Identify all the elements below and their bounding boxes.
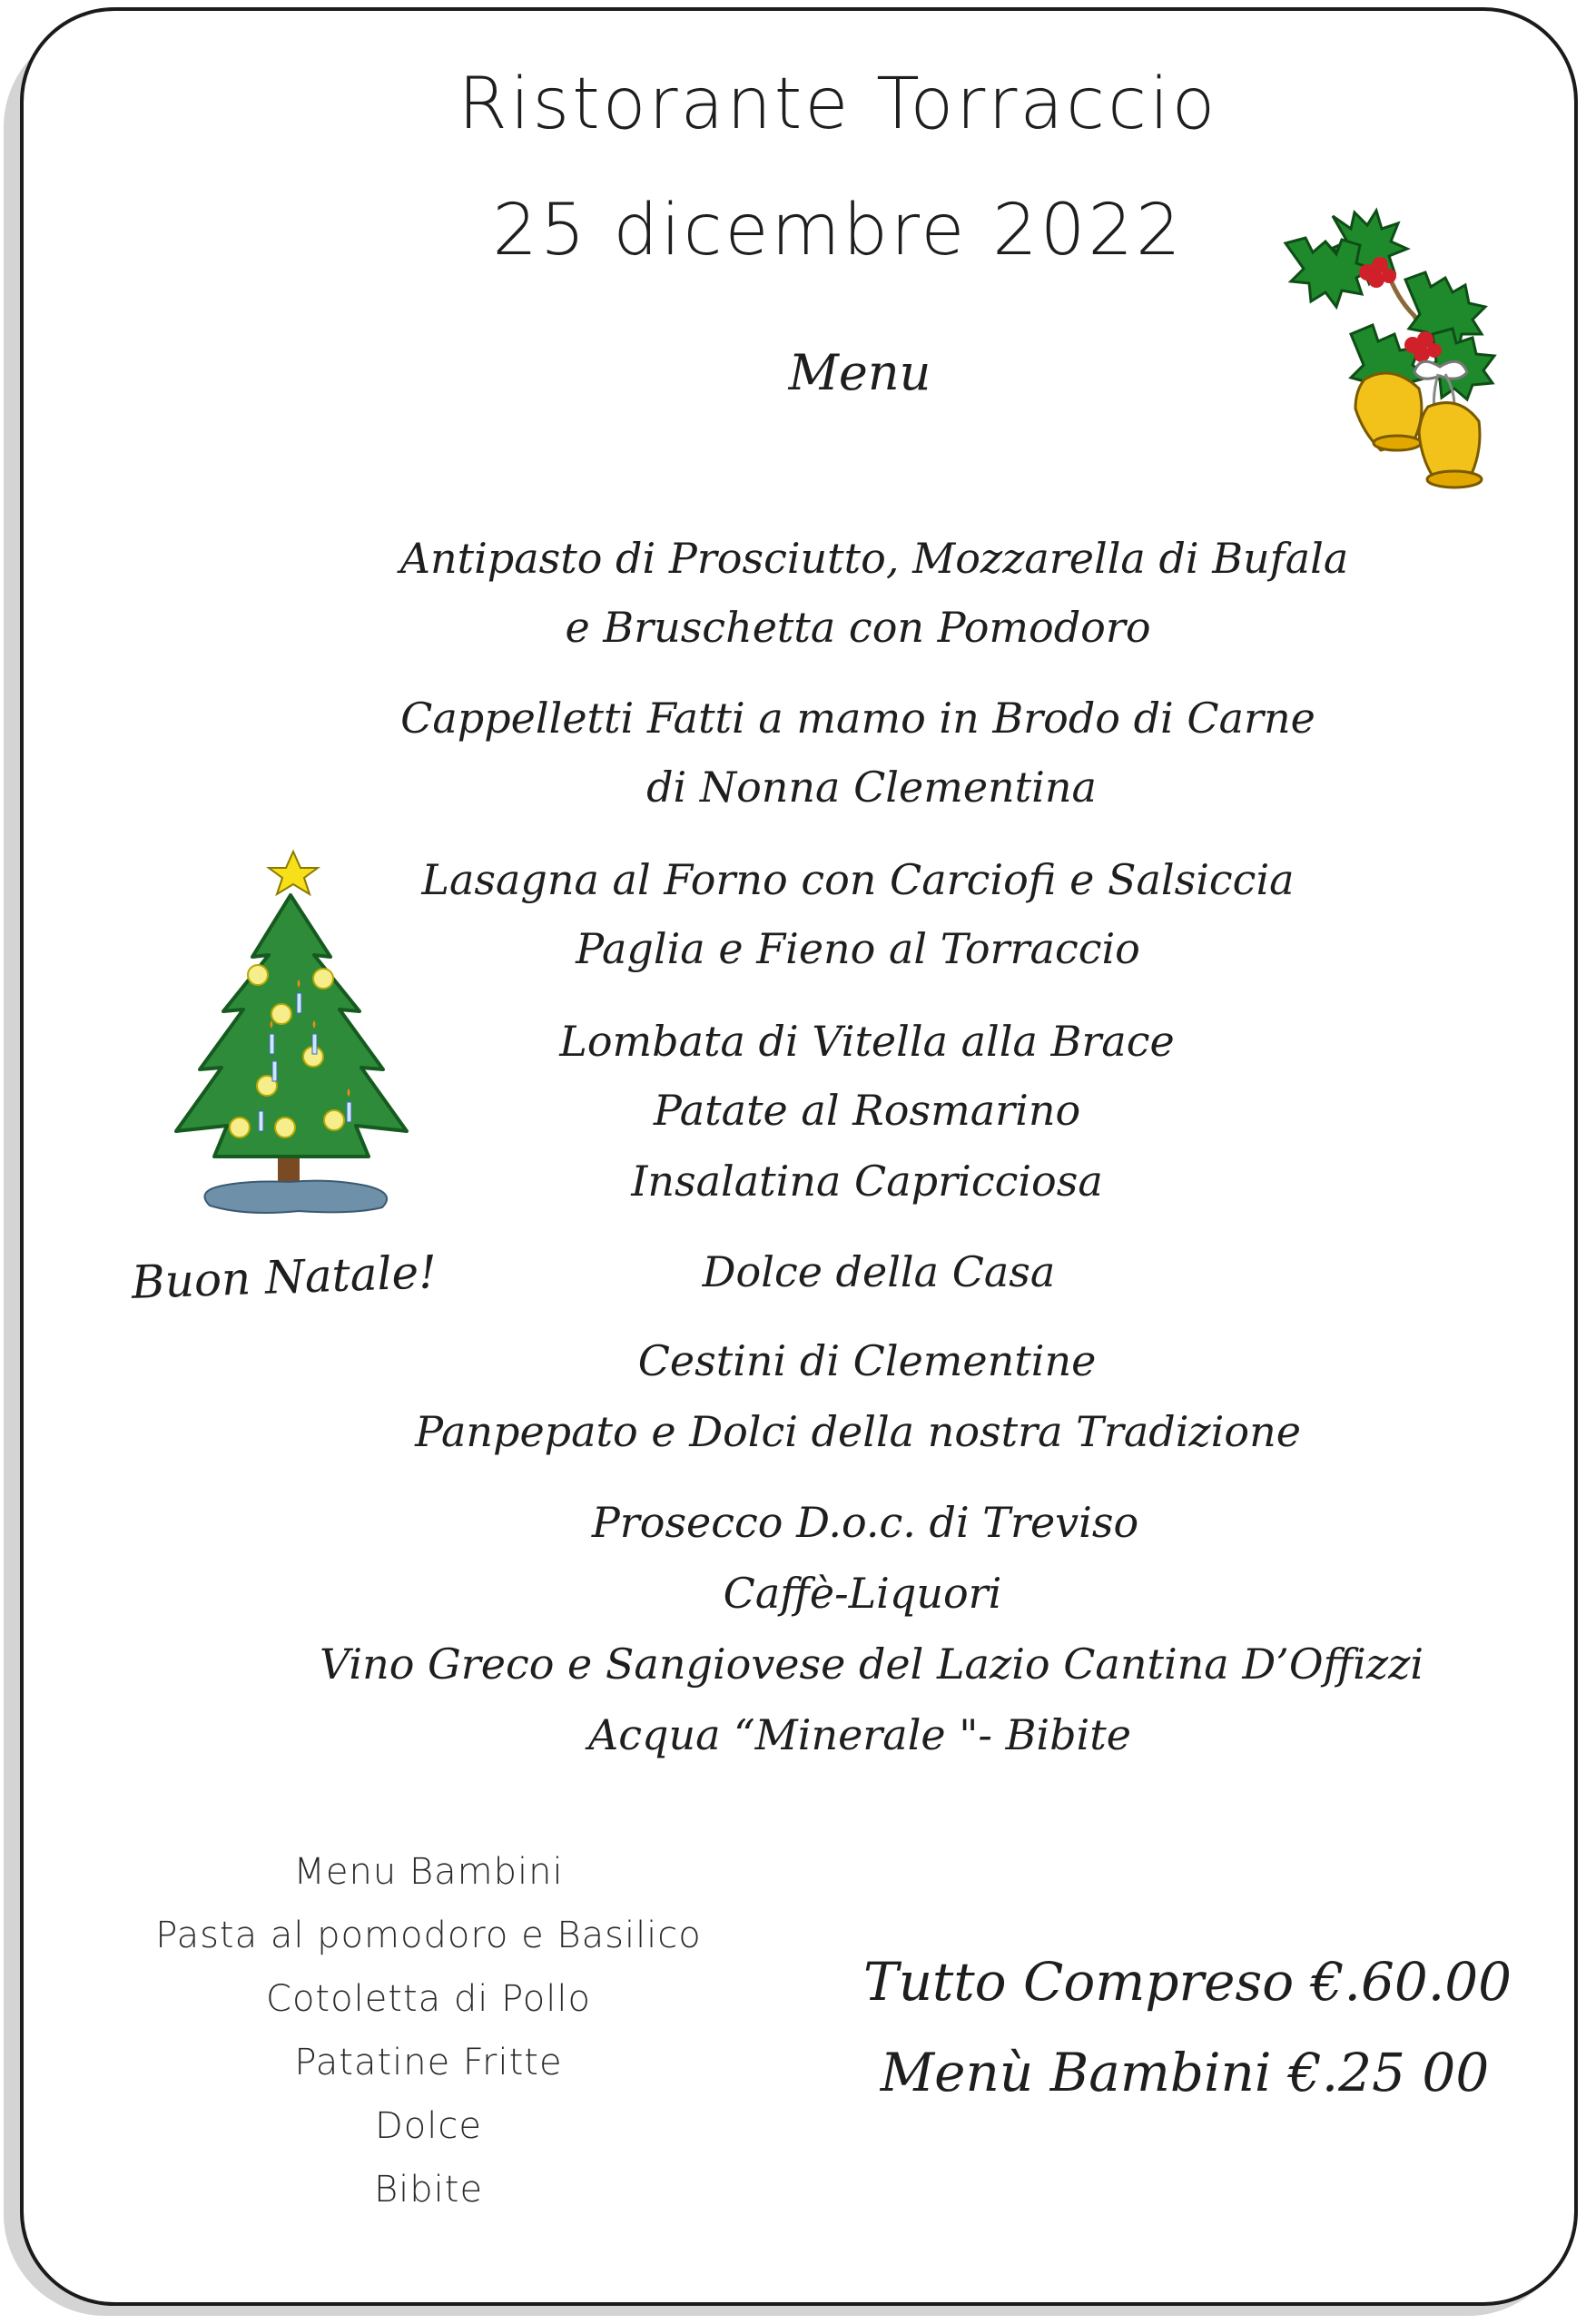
kids-menu-item: Dolce bbox=[375, 2105, 482, 2147]
menu-line: Insalatina Capricciosa bbox=[631, 1157, 1103, 1206]
menu-line: Paglia e Fieno al Torraccio bbox=[576, 924, 1140, 973]
kids-menu-item: Cotoletta di Pollo bbox=[266, 1978, 591, 2020]
price-kids: Menù Bambini €.25 00 bbox=[880, 2042, 1490, 2103]
kids-menu-title: Menu Bambini bbox=[293, 1851, 564, 1893]
menu-line: Cestini di Clementine bbox=[637, 1336, 1097, 1385]
kids-menu-item: Bibite bbox=[373, 2169, 484, 2211]
menu-line: Lombata di Vitella alla Brace bbox=[559, 1017, 1175, 1066]
menu-line: Panpepato e Dolci della nostra Tradizione bbox=[415, 1407, 1301, 1456]
menu-line: di Nonna Clementina bbox=[646, 763, 1097, 812]
restaurant-name: Ristorante Torraccio bbox=[458, 64, 1218, 145]
menu-line: Patate al Rosmarino bbox=[653, 1086, 1081, 1135]
holly-bells-icon bbox=[1278, 189, 1514, 497]
menu-title: Menu bbox=[788, 344, 931, 401]
menu-line: e Bruschetta con Pomodoro bbox=[565, 603, 1151, 652]
menu-line: Prosecco D.o.c. di Treviso bbox=[591, 1498, 1139, 1547]
menu-line: Lasagna al Forno con Carciofi e Salsiccia bbox=[421, 855, 1295, 904]
menu-line: Dolce della Casa bbox=[702, 1247, 1056, 1296]
christmas-tree-icon bbox=[145, 848, 436, 1229]
menu-line: Antipasto di Prosciutto, Mozzarella di Bufala bbox=[399, 534, 1349, 583]
kids-menu-item: Pasta al pomodoro e Basilico bbox=[155, 1915, 702, 1956]
kids-menu-item: Patatine Fritte bbox=[294, 2042, 563, 2083]
greeting-buon-natale: Buon Natale! bbox=[130, 1246, 438, 1309]
menu-line: Vino Greco e Sangiovese del Lazio Cantina D’Offizzi bbox=[319, 1640, 1424, 1689]
menu-line: Acqua “Minerale "- Bibite bbox=[588, 1710, 1131, 1759]
menu-line: Cappelletti Fatti a mamo in Brodo di Carne bbox=[400, 694, 1315, 743]
price-all-inclusive: Tutto Compreso €.60.00 bbox=[863, 1951, 1512, 2013]
menu-line: Caffè-Liquori bbox=[723, 1569, 1002, 1618]
event-date: 25 dicembre 2022 bbox=[492, 190, 1184, 271]
